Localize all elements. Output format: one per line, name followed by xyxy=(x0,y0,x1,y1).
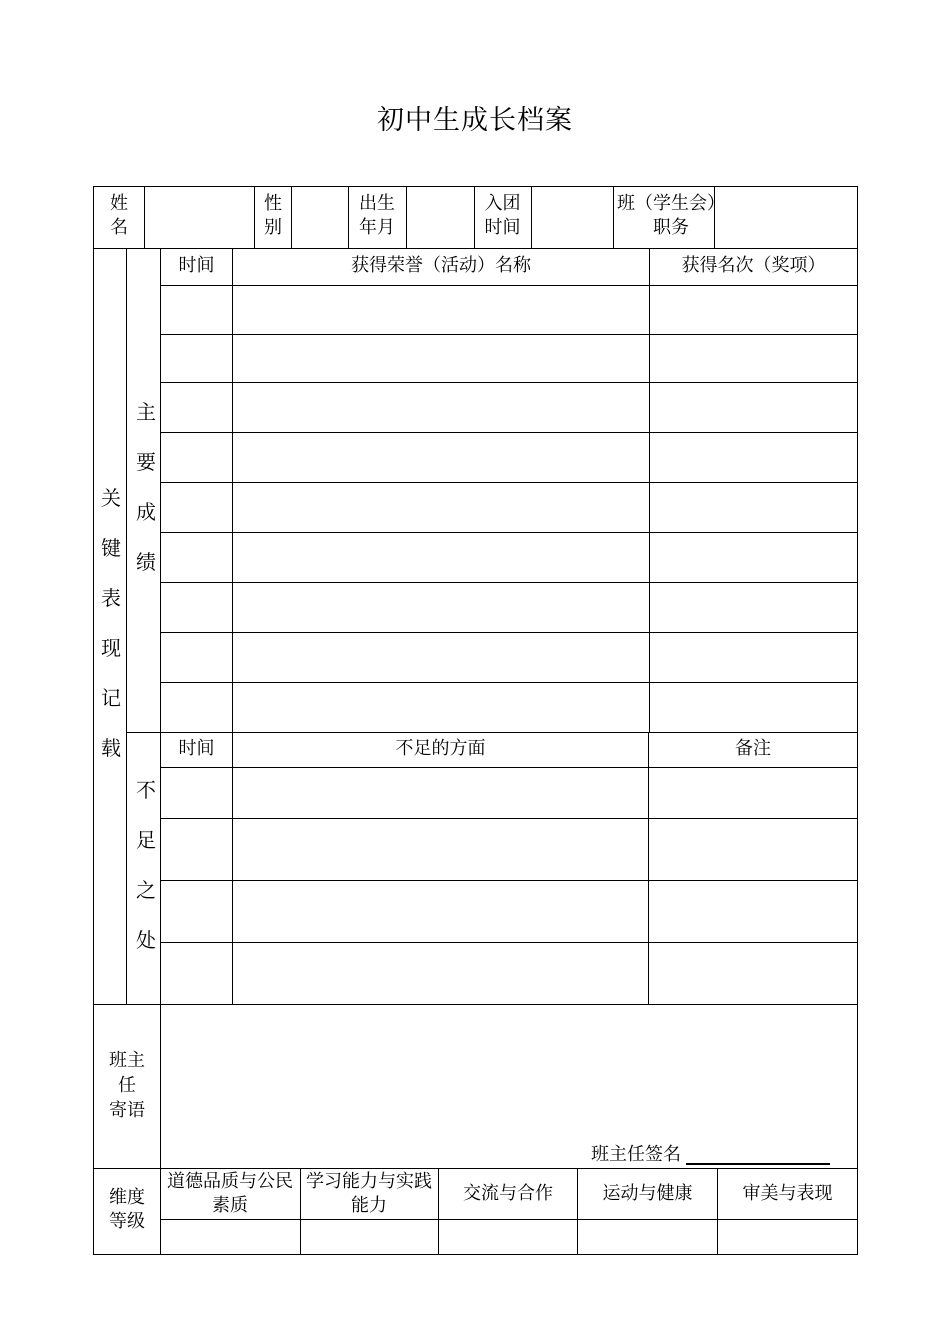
teacher-signature-label: 班主任签名 xyxy=(591,1144,681,1165)
label-text: 现 xyxy=(101,636,121,660)
dimension-sports: 运动与健康 xyxy=(602,1183,693,1204)
key-performance-label xyxy=(97,483,125,783)
achievement-time-header: 时间 xyxy=(178,255,215,276)
border-left xyxy=(93,186,94,1255)
label-text: 处 xyxy=(136,928,156,952)
divider xyxy=(531,186,532,248)
divider xyxy=(93,1004,858,1005)
divider xyxy=(649,248,650,732)
divider xyxy=(160,248,161,1004)
divider xyxy=(160,285,858,286)
divider xyxy=(160,632,858,633)
divider xyxy=(474,186,475,248)
achievement-rank-header: 获得名次（奖项） xyxy=(681,255,826,276)
label-text: 键 xyxy=(101,536,121,560)
teacher-comment-label: 班主 任 寄语 xyxy=(109,1050,145,1121)
divider xyxy=(254,186,255,248)
evaluation-label: 维度 等级 xyxy=(109,1187,145,1232)
label-text: 记 xyxy=(101,686,121,710)
birth-date-label: 出生 年月 xyxy=(359,193,395,238)
signature-line xyxy=(686,1163,830,1165)
label-text: 足 xyxy=(136,828,156,852)
label-text: 主 xyxy=(136,400,156,424)
name-label: 姓 名 xyxy=(110,193,128,238)
shortcoming-note-header: 备注 xyxy=(735,738,771,759)
main-achievements-label xyxy=(132,397,160,597)
dimension-moral: 道德品质与公民素质 xyxy=(167,1171,293,1216)
divider xyxy=(160,432,858,433)
divider xyxy=(160,1004,161,1255)
divider xyxy=(160,382,858,383)
shortcoming-aspect-header: 不足的方面 xyxy=(395,738,486,759)
divider xyxy=(406,186,407,248)
league-join-label: 入团 时间 xyxy=(484,193,521,238)
divider xyxy=(144,186,145,248)
growth-record-form xyxy=(93,186,858,1255)
dimension-communication: 交流与合作 xyxy=(463,1183,553,1204)
label-text: 成 xyxy=(136,500,156,524)
divider xyxy=(160,942,858,943)
divider xyxy=(126,732,858,733)
class-position-label: 班（学生会） 职务 xyxy=(617,193,725,238)
divider xyxy=(160,818,858,819)
divider xyxy=(93,1168,858,1169)
divider xyxy=(160,532,858,533)
border-top xyxy=(93,186,858,187)
label-text: 之 xyxy=(136,878,156,902)
dimension-aesthetics: 审美与表现 xyxy=(742,1183,833,1204)
divider xyxy=(291,186,292,248)
divider xyxy=(160,767,858,768)
border-right xyxy=(857,186,858,1255)
page-title: 初中生成长档案 xyxy=(377,105,573,136)
label-text: 要 xyxy=(136,450,156,474)
divider xyxy=(126,248,127,1004)
divider xyxy=(613,186,614,248)
divider xyxy=(93,248,858,249)
divider xyxy=(160,582,858,583)
label-text: 表 xyxy=(101,586,121,610)
divider xyxy=(160,682,858,683)
gender-label: 性 别 xyxy=(264,193,282,238)
border-bottom xyxy=(93,1254,858,1255)
divider xyxy=(160,1219,858,1220)
divider xyxy=(232,248,233,1004)
achievement-name-header: 获得荣誉（活动）名称 xyxy=(351,255,531,276)
label-text: 绩 xyxy=(136,550,156,574)
divider xyxy=(300,1168,301,1255)
divider xyxy=(648,732,649,1004)
dimension-learning: 学习能力与实践能力 xyxy=(306,1171,432,1216)
label-text: 不 xyxy=(136,778,156,802)
divider xyxy=(160,482,858,483)
label-text: 载 xyxy=(101,736,121,760)
divider xyxy=(160,880,858,881)
shortcomings-label xyxy=(132,775,160,975)
divider xyxy=(160,334,858,335)
label-text: 关 xyxy=(101,486,121,510)
shortcoming-time-header: 时间 xyxy=(178,738,215,759)
divider xyxy=(348,186,349,248)
